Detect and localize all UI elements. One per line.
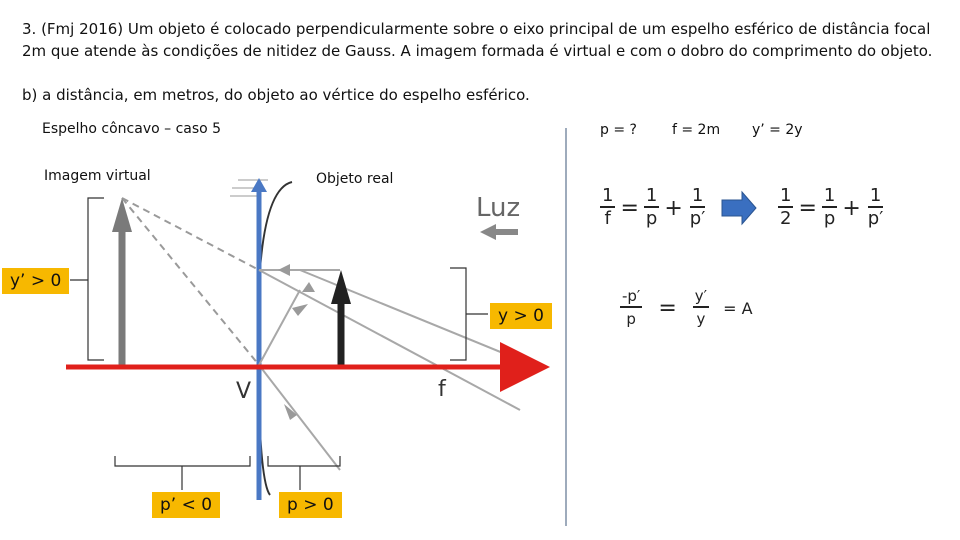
y-prime-box: y’ > 0	[2, 268, 69, 294]
magnification-formula: $\frac{-p'}{p}$ = $\frac{y'}{y}$ = A	[622, 287, 753, 328]
ray-arrow-icon	[278, 264, 290, 276]
y-box: y > 0	[490, 303, 552, 329]
transform-arrow-icon	[722, 192, 756, 224]
vertex-label: V	[236, 379, 252, 404]
ray-arrow-icon	[302, 282, 315, 292]
given-p: p = ?	[600, 122, 637, 138]
object-label: Objeto real	[316, 171, 394, 187]
y-prime-brace	[88, 198, 104, 360]
p-box: p > 0	[279, 492, 342, 518]
p-prime-brace	[115, 456, 250, 466]
object-arrowhead-icon	[331, 270, 351, 304]
question-part-b: b) a distância, em metros, do objeto ao vértice do espelho esférico.	[22, 86, 530, 104]
virtual-rays	[122, 198, 259, 365]
question-line-2: 2m que atende às condições de nitidez de Gauss. A imagem formada é virtual e com o dobro do comprimento do objeto.	[22, 42, 933, 60]
focus-label: f	[438, 377, 446, 402]
question-line-1: 3. (Fmj 2016) Um objeto é colocado perpendicularmente sobre o eixo principal de um espelho esférico de distância focal	[22, 20, 931, 38]
p-prime-box: p’ < 0	[152, 492, 220, 518]
concave-mirror-curve	[258, 182, 292, 495]
light-label: Luz	[476, 193, 521, 223]
gauss-formula: $\frac{1}{f}$ = $\frac{1}{p}$ + $\frac{1}{p'}$	[602, 185, 706, 229]
image-label: Imagem virtual	[44, 168, 151, 184]
light-direction-arrow-icon	[480, 224, 518, 240]
braces	[70, 198, 488, 490]
diagram-title: Espelho côncavo – caso 5	[42, 121, 222, 137]
given-y-prime: y’ = 2y	[752, 122, 803, 138]
light-rays	[259, 270, 520, 470]
substituted-formula: $\frac{1}{2}$ = $\frac{1}{p}$ + $\frac{1}{p'}$	[780, 185, 884, 229]
given-f: f = 2m	[672, 122, 721, 138]
ray-arrow-icon	[292, 304, 308, 316]
y-brace	[450, 268, 466, 360]
virtual-image-arrowhead-icon	[112, 198, 132, 232]
